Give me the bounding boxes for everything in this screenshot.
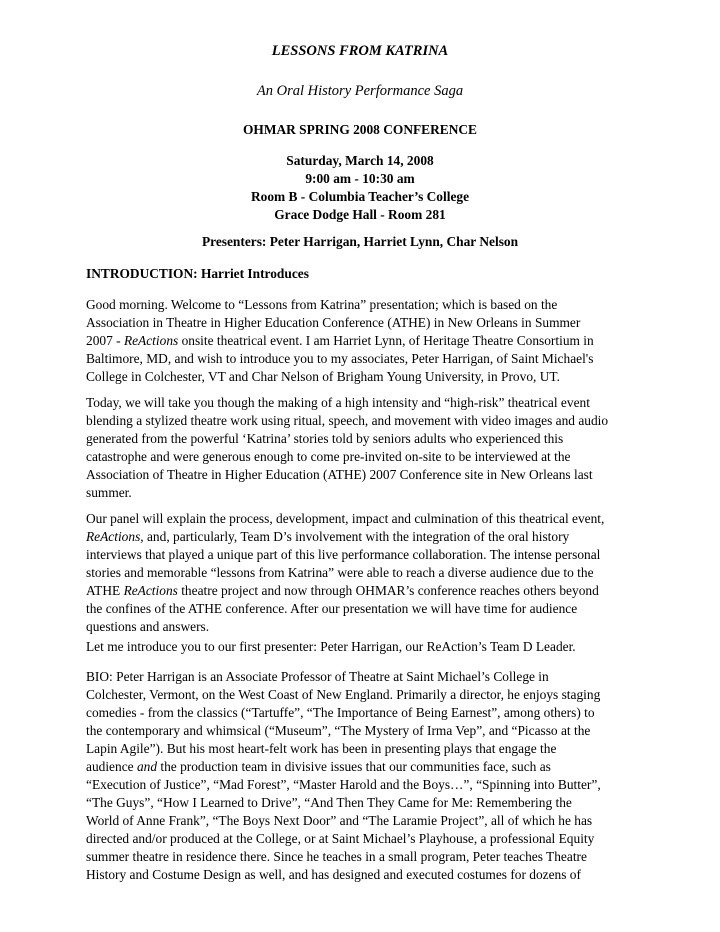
event-hall: Grace Dodge Hall - Room 281 [274,207,446,222]
document-title: LESSONS FROM KATRINA [271,43,449,59]
text-line: Good morning. Welcome to “Lessons from Katrina” presentation; which is based on the [86,297,558,312]
text-line: generated from the powerful ‘Katrina’ stories told by seniors adults who experienced this [86,431,564,446]
text-line [86,332,646,350]
text-line: Today, we will take you though the making of a high intensity and “high-risk” theatrical event [86,395,590,410]
text-line: Let me introduce you to our first presenter: Peter Harrigan, our ReAction’s Team D Leader. [86,639,576,654]
italic-text: ReActions [123,583,178,598]
text-line: Baltimore, MD, and wish to introduce you to my associates, Peter Harrigan, of Saint Michael's [86,351,594,366]
text-line [86,582,646,600]
text-line: interviews that played a unique part of this live performance collaboration. The intense personal [86,547,601,562]
paragraph-first-presenter [86,638,646,656]
text-line: the contemporary and whimsical (“Museum”, “The Mystery of Irma Vep”, and “Picasso at the [86,723,591,738]
text-line: BIO: Peter Harrigan is an Associate Professor of Theatre at Saint Michael’s College in [86,669,549,684]
text-line: stories and memorable “lessons from Katrina” were able to reach a diverse audience due to the [86,565,594,580]
text-line [86,758,646,776]
text-line: Association in Theatre in Higher Education Conference (ATHE) in New Orleans in Summer [86,315,581,330]
conference-name: OHMAR SPRING 2008 CONFERENCE [243,122,477,137]
text-line: comedies - from the classics (“Tartuffe”, “The Importance of Being Earnest”, among others) to [86,705,595,720]
text-line: catastrophe and were generous enough to come pre-invited on-site to be interviewed at the [86,449,571,464]
paragraph-welcome [86,296,646,386]
text-line: directed and/or produced at the College, or at Saint Michael’s Playhouse, a professional Equity [86,831,595,846]
text-line: Colchester, Vermont, on the West Coast of New England. Primarily a director, he enjoys staging [86,687,601,702]
text-run: theatre project and now through OHMAR’s conference reaches others beyond [177,583,599,598]
event-time: 9:00 am - 10:30 am [305,171,415,186]
text-line: “Execution of Justice”, “Mad Forest”, “Master Harold and the Boys…”, “Spinning into Butter”, [86,777,601,792]
text-run: the production team in divisive issues that our communities face, such as [157,759,551,774]
text-line: Our panel will explain the process, development, impact and culmination of this theatrical event, [86,511,605,526]
text-run: onsite theatrical event. I am Harriet Lynn, of Heritage Theatre Consortium in [178,333,594,348]
text-line: Lapin Agile”). But his most heart-felt work has been in presenting plays that engage the [86,741,557,756]
text-run: audience [86,759,137,774]
text-run: 2007 - [86,333,124,348]
paragraph-panel [86,510,646,636]
italic-text: and [136,759,158,774]
intro-heading: INTRODUCTION: Harriet Introduces [86,266,309,281]
event-date: Saturday, March 14, 2008 [286,153,434,168]
text-line: questions and answers. [86,619,210,634]
text-line: summer. [86,485,132,500]
text-line: summer theatre in residence there. Since he teaches in a small program, Peter teaches Theatre [86,849,587,864]
document-subtitle: An Oral History Performance Saga [256,83,464,99]
italic-text: ReActions [123,333,179,348]
text-line: College in Colchester, VT and Char Nelson of Brigham Young University, in Provo, UT. [86,369,560,384]
text-line: “The Guys”, “How I Learned to Drive”, “And Then They Came for Me: Remembering the [86,795,572,810]
text-line: Association of Theatre in Higher Education (ATHE) 2007 Conference site in New Orleans last [86,467,593,482]
text-line [86,528,646,546]
text-line: World of Anne Frank”, “The Boys Next Door” and “The Laramie Project”, all of which he has [86,813,593,828]
presenters-line: Presenters: Peter Harrigan, Harriet Lynn, Char Nelson [201,234,519,249]
text-line: blending a stylized theatre work using ritual, speech, and movement with video images and audio [86,413,609,428]
text-run: ATHE [86,583,124,598]
text-line: History and Costume Design as well, and has designed and executed costumes for dozens of [86,867,581,882]
text-line: the confines of the ATHE conference. After our presentation we will have time for audience [86,601,578,616]
event-room: Room B - Columbia Teacher’s College [250,189,470,204]
event-details [0,152,720,224]
paragraph-overview [86,394,646,502]
text-run: and, particularly, Team D’s involvement with the integration of the oral history [143,529,570,544]
italic-text: ReActions, [86,529,144,544]
paragraph-bio [86,668,646,884]
